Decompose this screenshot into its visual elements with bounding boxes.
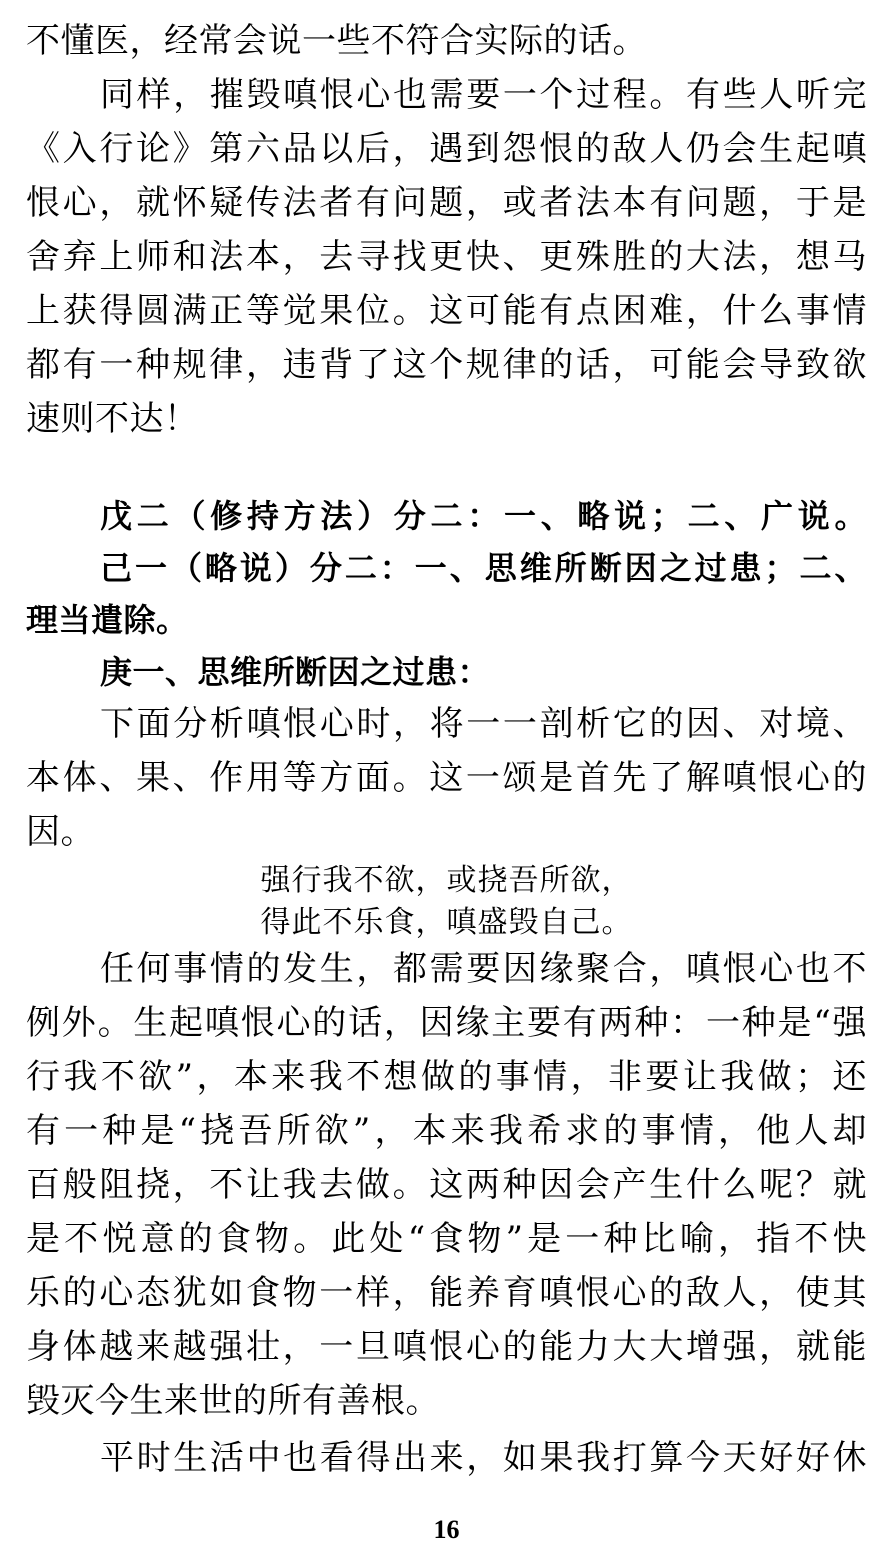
section-heading: 庚一、思维所断因之过患： bbox=[100, 653, 491, 691]
verse-line: 强行我不欲，或挠吾所欲， bbox=[260, 863, 633, 898]
text-line: 因。 bbox=[26, 812, 95, 852]
text-line: 《入行论》第六品以后，遇到怨恨的敌人仍会生起嗔 bbox=[26, 129, 867, 169]
text-line: 行我不欲”，本来我不想做的事情，非要让我做；还 bbox=[26, 1057, 867, 1097]
text-line: 有一种是“挠吾所欲”，本来我希求的事情，他人却 bbox=[26, 1111, 867, 1151]
text-line: 都有一种规律，违背了这个规律的话，可能会导致欲 bbox=[26, 345, 867, 385]
text-line: 舍弃上师和法本，去寻找更快、更殊胜的大法，想马 bbox=[26, 237, 867, 277]
text-line: 上获得圆满正等觉果位。这可能有点困难，什么事情 bbox=[26, 291, 867, 331]
section-heading: 戊二（修持方法）分二：一、略说；二、广说。 bbox=[100, 497, 867, 535]
text-line: 下面分析嗔恨心时，将一一剖析它的因、对境、 bbox=[100, 704, 867, 744]
text-line: 同样，摧毁嗔恨心也需要一个过程。有些人听完 bbox=[100, 75, 867, 115]
text-line: 毁灭今生来世的所有善根。 bbox=[26, 1381, 440, 1421]
text-line: 百般阻挠，不让我去做。这两种因会产生什么呢？就 bbox=[26, 1165, 867, 1205]
text-line: 乐的心态犹如食物一样，能养育嗔恨心的敌人，使其 bbox=[26, 1273, 867, 1313]
text-line: 平时生活中也看得出来，如果我打算今天好好休 bbox=[100, 1438, 867, 1478]
verse-line: 得此不乐食，嗔盛毁自己。 bbox=[260, 905, 633, 940]
text-line: 本体、果、作用等方面。这一颂是首先了解嗔恨心的 bbox=[26, 758, 867, 798]
page-number: 16 bbox=[433, 1515, 460, 1544]
text-line: 恨心，就怀疑传法者有问题，或者法本有问题，于是 bbox=[26, 183, 867, 223]
section-heading: 己一（略说）分二：一、思维所断因之过患；二、 bbox=[100, 549, 867, 587]
text-line: 例外。生起嗔恨心的话，因缘主要有两种：一种是“强 bbox=[26, 1003, 867, 1043]
text-line: 不懂医，经常会说一些不符合实际的话。 bbox=[26, 21, 647, 61]
section-heading: 理当遣除。 bbox=[26, 601, 189, 639]
text-line: 身体越来越强壮，一旦嗔恨心的能力大大增强，就能 bbox=[26, 1327, 867, 1367]
text-line: 任何事情的发生，都需要因缘聚合，嗔恨心也不 bbox=[100, 949, 867, 989]
text-line: 速则不达！ bbox=[26, 399, 199, 439]
text-line: 是不悦意的食物。此处“食物”是一种比喻，指不快 bbox=[26, 1219, 867, 1259]
